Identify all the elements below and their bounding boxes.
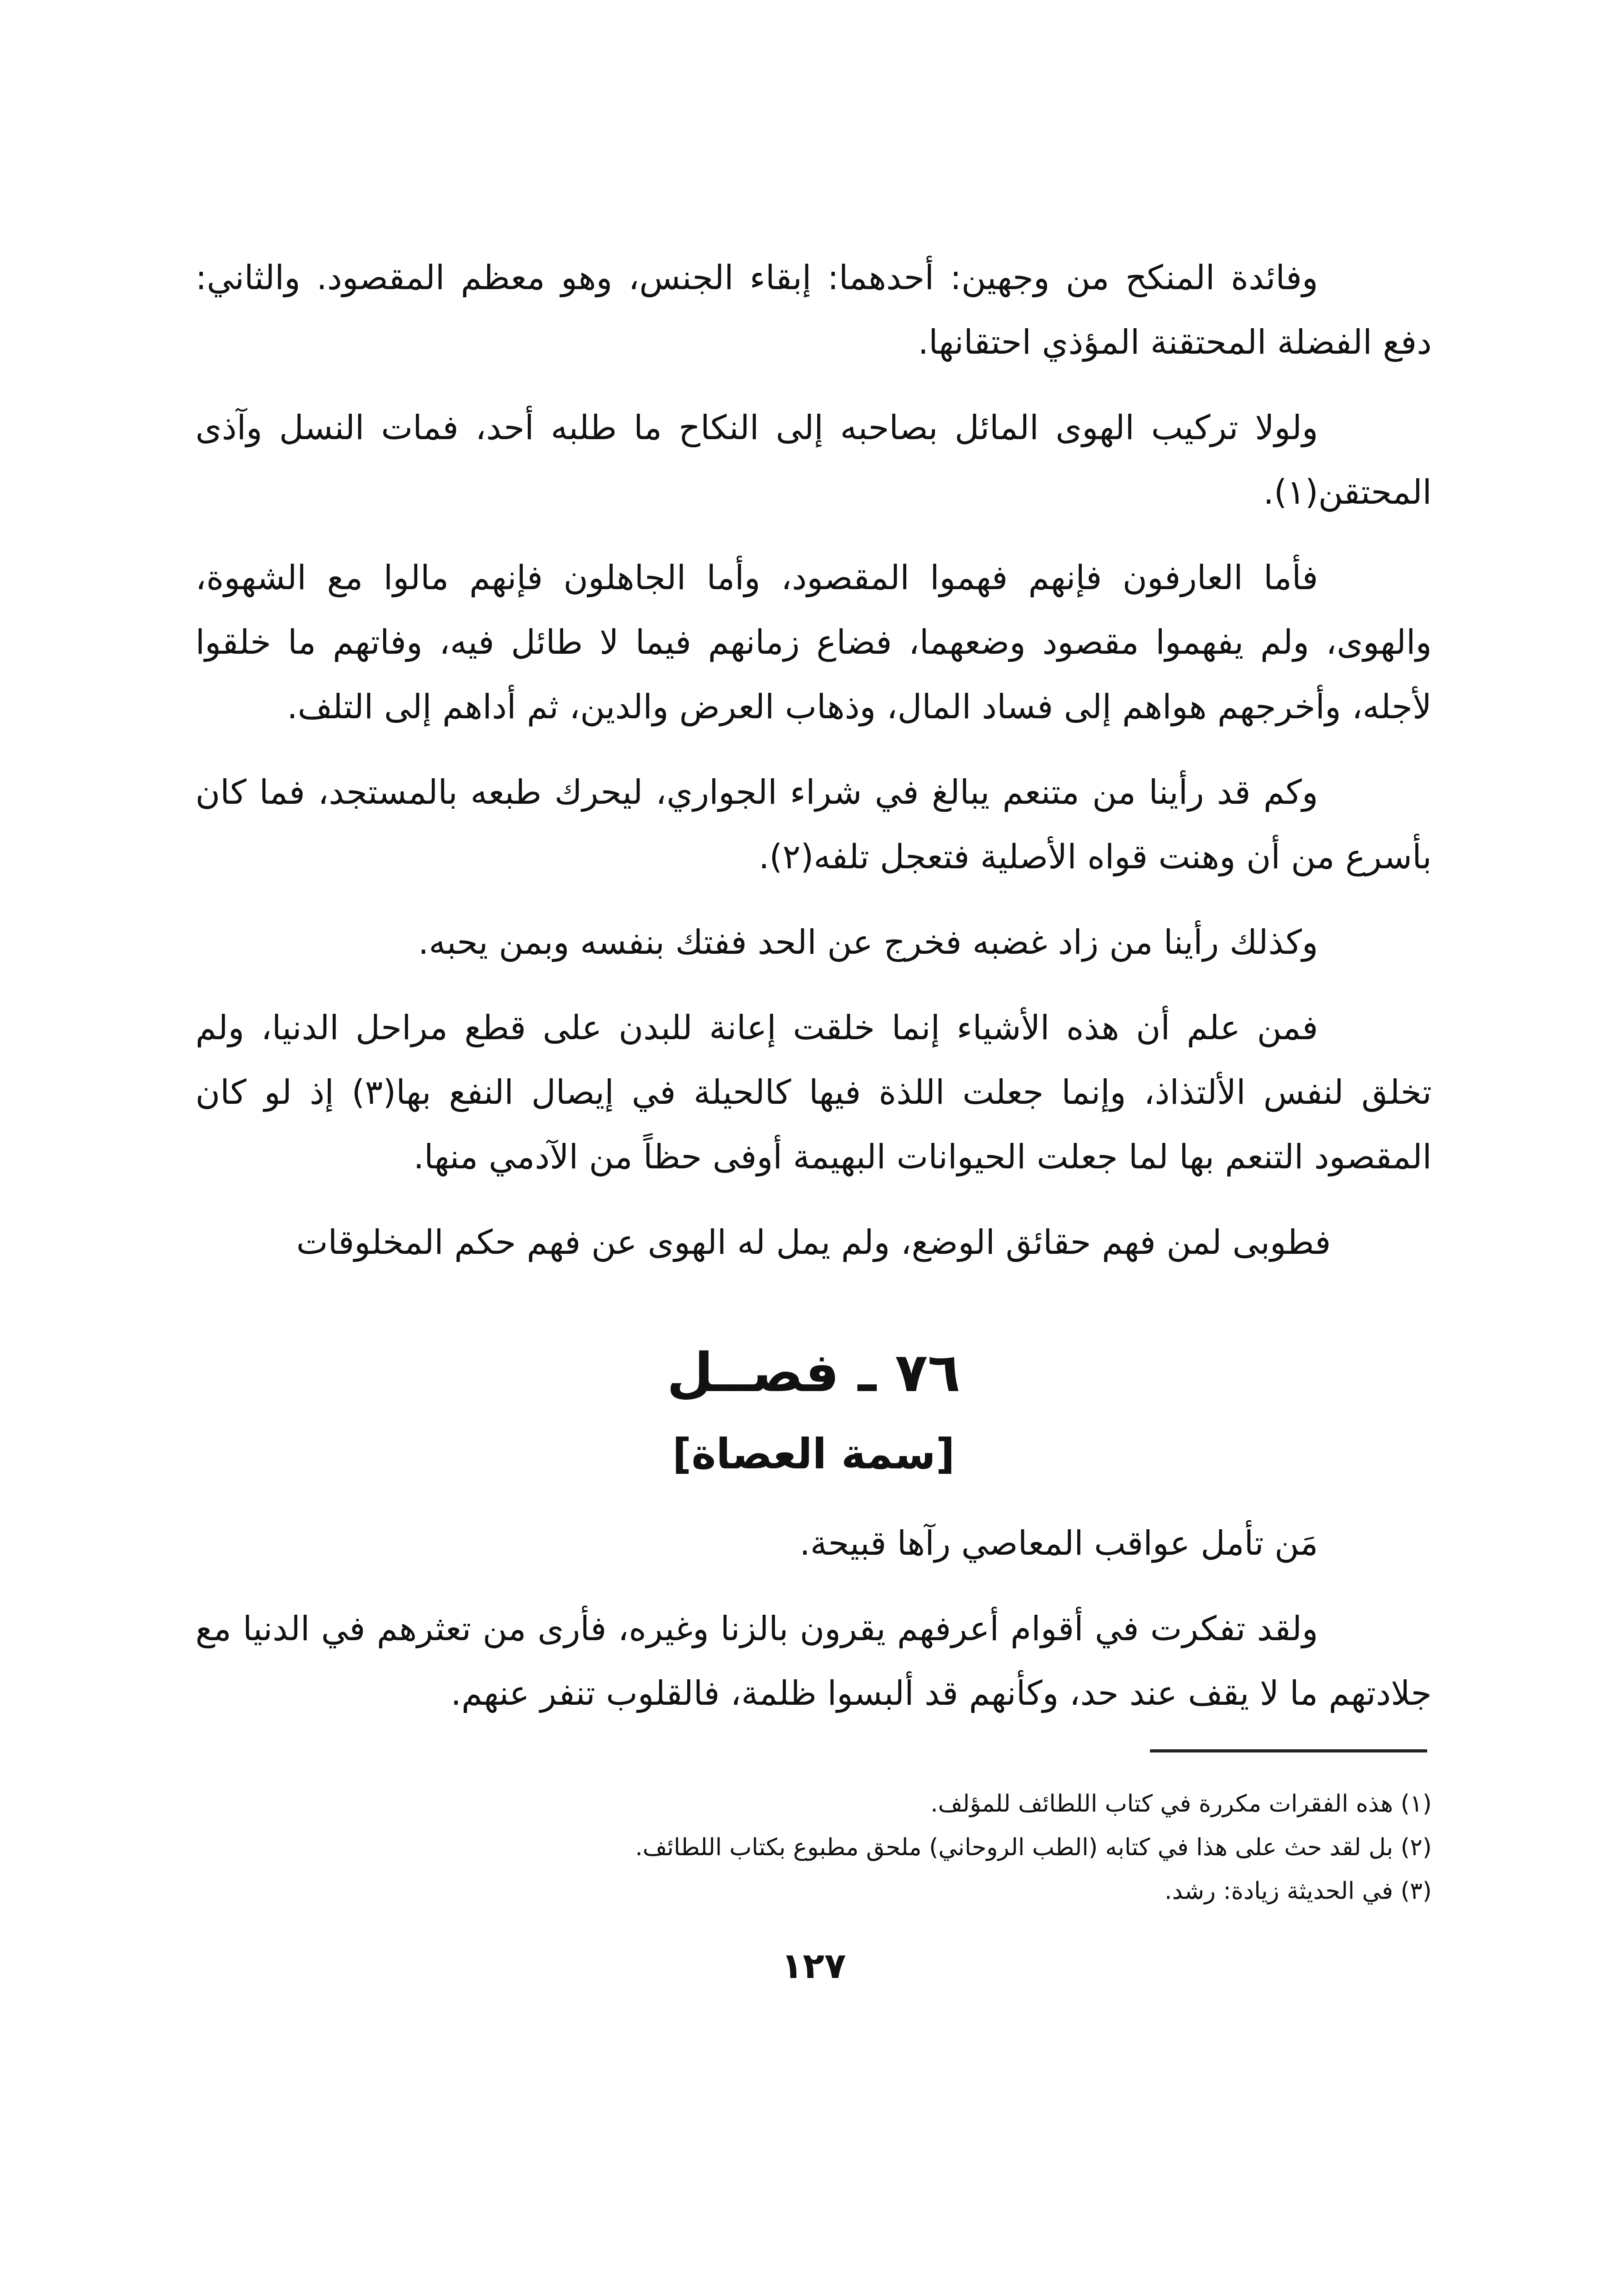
paragraph-2: ولولا تركيب الهوى المائل بصاحبه إلى النكاح ما طلبه أحد، فمات النسل وآذى المحتقن(١). bbox=[195, 408, 1432, 512]
paragraph-3: فأما العارفون فإنهم فهموا المقصود، وأما الجاهلون فإنهم مالوا مع الشهوة، والهوى، ولم يفهموا مقصود وضعهما، فضاع زمانهم فيما لا طائل فيه، وفاتهم ما خلقوا لأجله، وأخرجهم هواهم إلى فساد المال، وذهاب العرض والدين، ثم أداهم إلى التلف. bbox=[195, 558, 1432, 726]
footnotes bbox=[195, 1782, 1432, 1913]
paragraph-6: فمن علم أن هذه الأشياء إنما خلقت إعانة للبدن على قطع مراحل الدنيا، ولم تخلق لنفس الألتذاذ، وإنما جعلت اللذة فيها كالحيلة في إيصال النفع بها(٣) إذ لو كان المقصود التنعم بها لما جعلت الحيوانات البهيمة أوفى حظاً من الآدمي منها. bbox=[195, 1008, 1432, 1177]
section-heading bbox=[195, 1329, 1432, 1493]
footnote-2: (٢) بل لقد حث على هذا في كتابه (الطب الروحاني) ملحق مطبوع بكتاب اللطائف. bbox=[635, 1834, 1432, 1861]
paragraph-9: ولقد تفكرت في أقوام أعرفهم يقرون بالزنا وغيره، فأرى من تعثرهم في الدنيا مع جلادتهم ما لا يقف عند حد، وكأنهم قد ألبسوا ظلمة، فالقلوب تنفر عنهم. bbox=[195, 1609, 1432, 1713]
main-text bbox=[195, 245, 1432, 1747]
footnote-divider bbox=[1150, 1749, 1427, 1752]
footnote-3: (٣) في الحديثة زيادة: رشد. bbox=[1164, 1877, 1432, 1905]
paragraph-1: وفائدة المنكح من وجهين: أحدهما: إبقاء الجنس، وهو معظم المقصود. والثاني: دفع الفضلة المحتقنة المؤذي احتقانها. bbox=[195, 258, 1432, 362]
paragraph-7: فطوبى لمن فهم حقائق الوضع، ولم يمل له الهوى عن فهم حكم المخلوقات bbox=[296, 1223, 1331, 1262]
section-title: ٧٦ ـ فصــل bbox=[666, 1341, 961, 1404]
footnote-1: (١) هذه الفقرات مكررة في كتاب اللطائف للمؤلف. bbox=[930, 1790, 1432, 1817]
paragraph-5: وكذلك رأينا من زاد غضبه فخرج عن الحد ففتك بنفسه وبمن يحبه. bbox=[418, 923, 1318, 962]
page-number: ١٢٧ bbox=[781, 1946, 846, 1987]
paragraph-8: مَن تأمل عواقب المعاصي رآها قبيحة. bbox=[800, 1524, 1318, 1563]
section-subtitle: [سمة العصاة] bbox=[672, 1430, 955, 1478]
paragraph-4: وكم قد رأينا من متنعم يبالغ في شراء الجواري، ليحرك طبعه بالمستجد، فما كان بأسرع من أن وهنت قواه الأصلية فتعجل تلفه(٢). bbox=[195, 773, 1432, 876]
